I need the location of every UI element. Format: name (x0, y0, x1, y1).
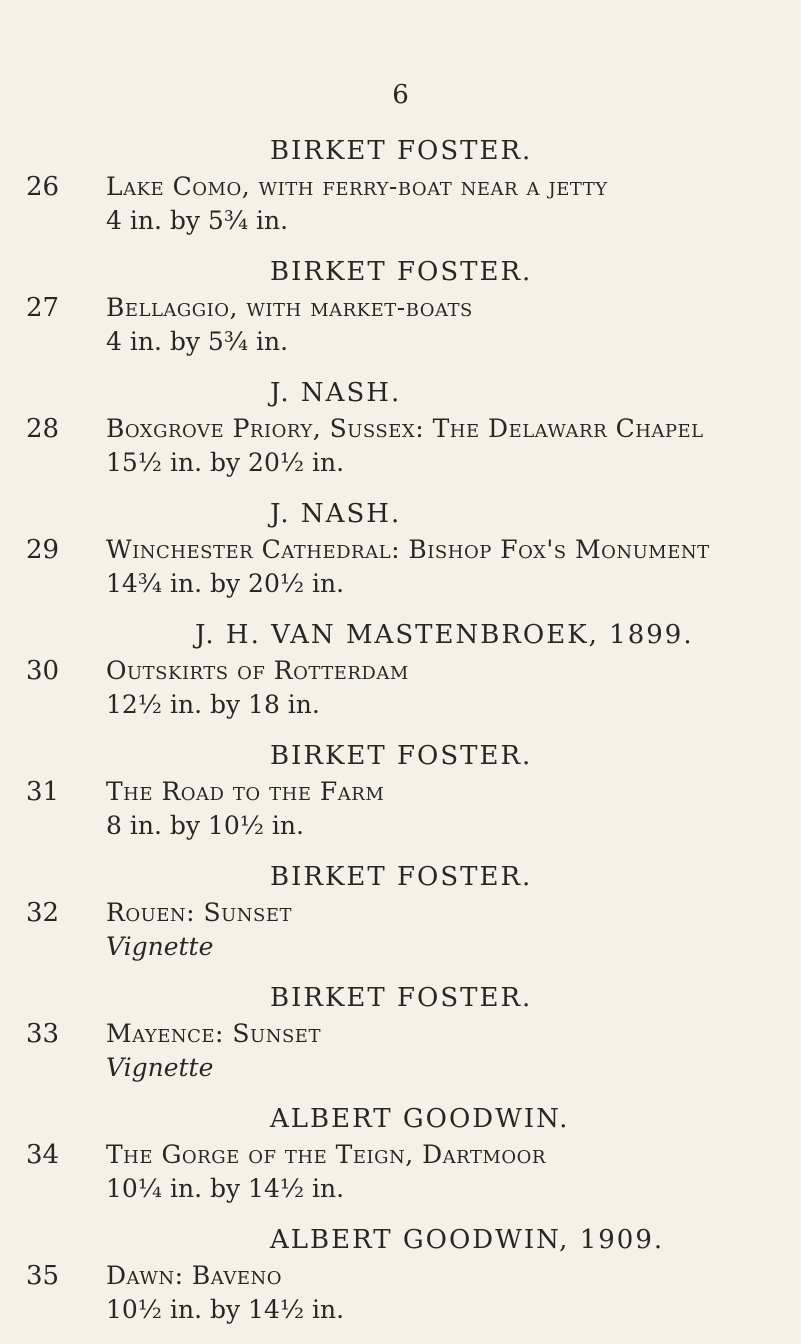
artist-name: BIRKET FOSTER. (270, 741, 533, 771)
lot-number: 28 (26, 414, 60, 444)
lot-dimensions: 10½ in. by 14½ in. (106, 1295, 345, 1324)
lot-entry (0, 846, 801, 967)
lot-list (0, 120, 801, 1330)
artist-name: BIRKET FOSTER. (270, 983, 533, 1013)
lot-number: 27 (26, 293, 60, 323)
lot-entry (0, 1209, 801, 1330)
lot-entry (0, 241, 801, 362)
lot-title: Dawn: Baveno (106, 1261, 283, 1290)
lot-dimensions: 14¾ in. by 20½ in. (106, 569, 345, 598)
lot-title: Outskirts of Rotterdam (106, 656, 409, 685)
lot-title: Bellaggio, with market-boats (106, 293, 473, 322)
artist-name: ALBERT GOODWIN, 1909. (270, 1225, 665, 1255)
lot-entry (0, 604, 801, 725)
lot-entry (0, 483, 801, 604)
lot-number: 35 (26, 1261, 60, 1291)
lot-number: 31 (26, 777, 60, 807)
lot-dimensions: 15½ in. by 20½ in. (106, 448, 345, 477)
lot-entry (0, 1088, 801, 1209)
artist-name: BIRKET FOSTER. (270, 136, 533, 166)
lot-number: 32 (26, 898, 60, 928)
lot-number: 29 (26, 535, 60, 565)
lot-title: Mayence: Sunset (106, 1019, 321, 1048)
artist-name: BIRKET FOSTER. (270, 257, 533, 287)
lot-dimensions: 4 in. by 5¾ in. (106, 206, 289, 235)
artist-name: J. H. VAN MASTENBROEK, 1899. (195, 620, 694, 650)
lot-number: 33 (26, 1019, 60, 1049)
lot-entry (0, 725, 801, 846)
artist-name: ALBERT GOODWIN. (270, 1104, 570, 1134)
lot-number: 34 (26, 1140, 60, 1170)
lot-number: 30 (26, 656, 60, 686)
lot-number: 26 (26, 172, 60, 202)
page-number: 6 (392, 80, 409, 110)
lot-title: Lake Como, with ferry-boat near a jetty (106, 172, 608, 201)
lot-dimensions: 12½ in. by 18 in. (106, 690, 320, 719)
artist-name: BIRKET FOSTER. (270, 862, 533, 892)
lot-entry (0, 362, 801, 483)
artist-name: J. NASH. (270, 499, 402, 529)
lot-dimensions: 8 in. by 10½ in. (106, 811, 304, 840)
lot-title: Winchester Cathedral: Bishop Fox's Monument (106, 535, 710, 564)
lot-dimensions: 4 in. by 5¾ in. (106, 327, 289, 356)
lot-title: The Road to the Farm (106, 777, 385, 806)
lot-title: Rouen: Sunset (106, 898, 293, 927)
lot-dimensions: Vignette (106, 1053, 214, 1082)
lot-title: The Gorge of the Teign, Dartmoor (106, 1140, 546, 1169)
artist-name: J. NASH. (270, 378, 402, 408)
lot-dimensions: Vignette (106, 932, 214, 961)
lot-dimensions: 10¼ in. by 14½ in. (106, 1174, 345, 1203)
lot-title: Boxgrove Priory, Sussex: The Delawarr Chapel (106, 414, 704, 443)
lot-entry (0, 120, 801, 241)
lot-entry (0, 967, 801, 1088)
